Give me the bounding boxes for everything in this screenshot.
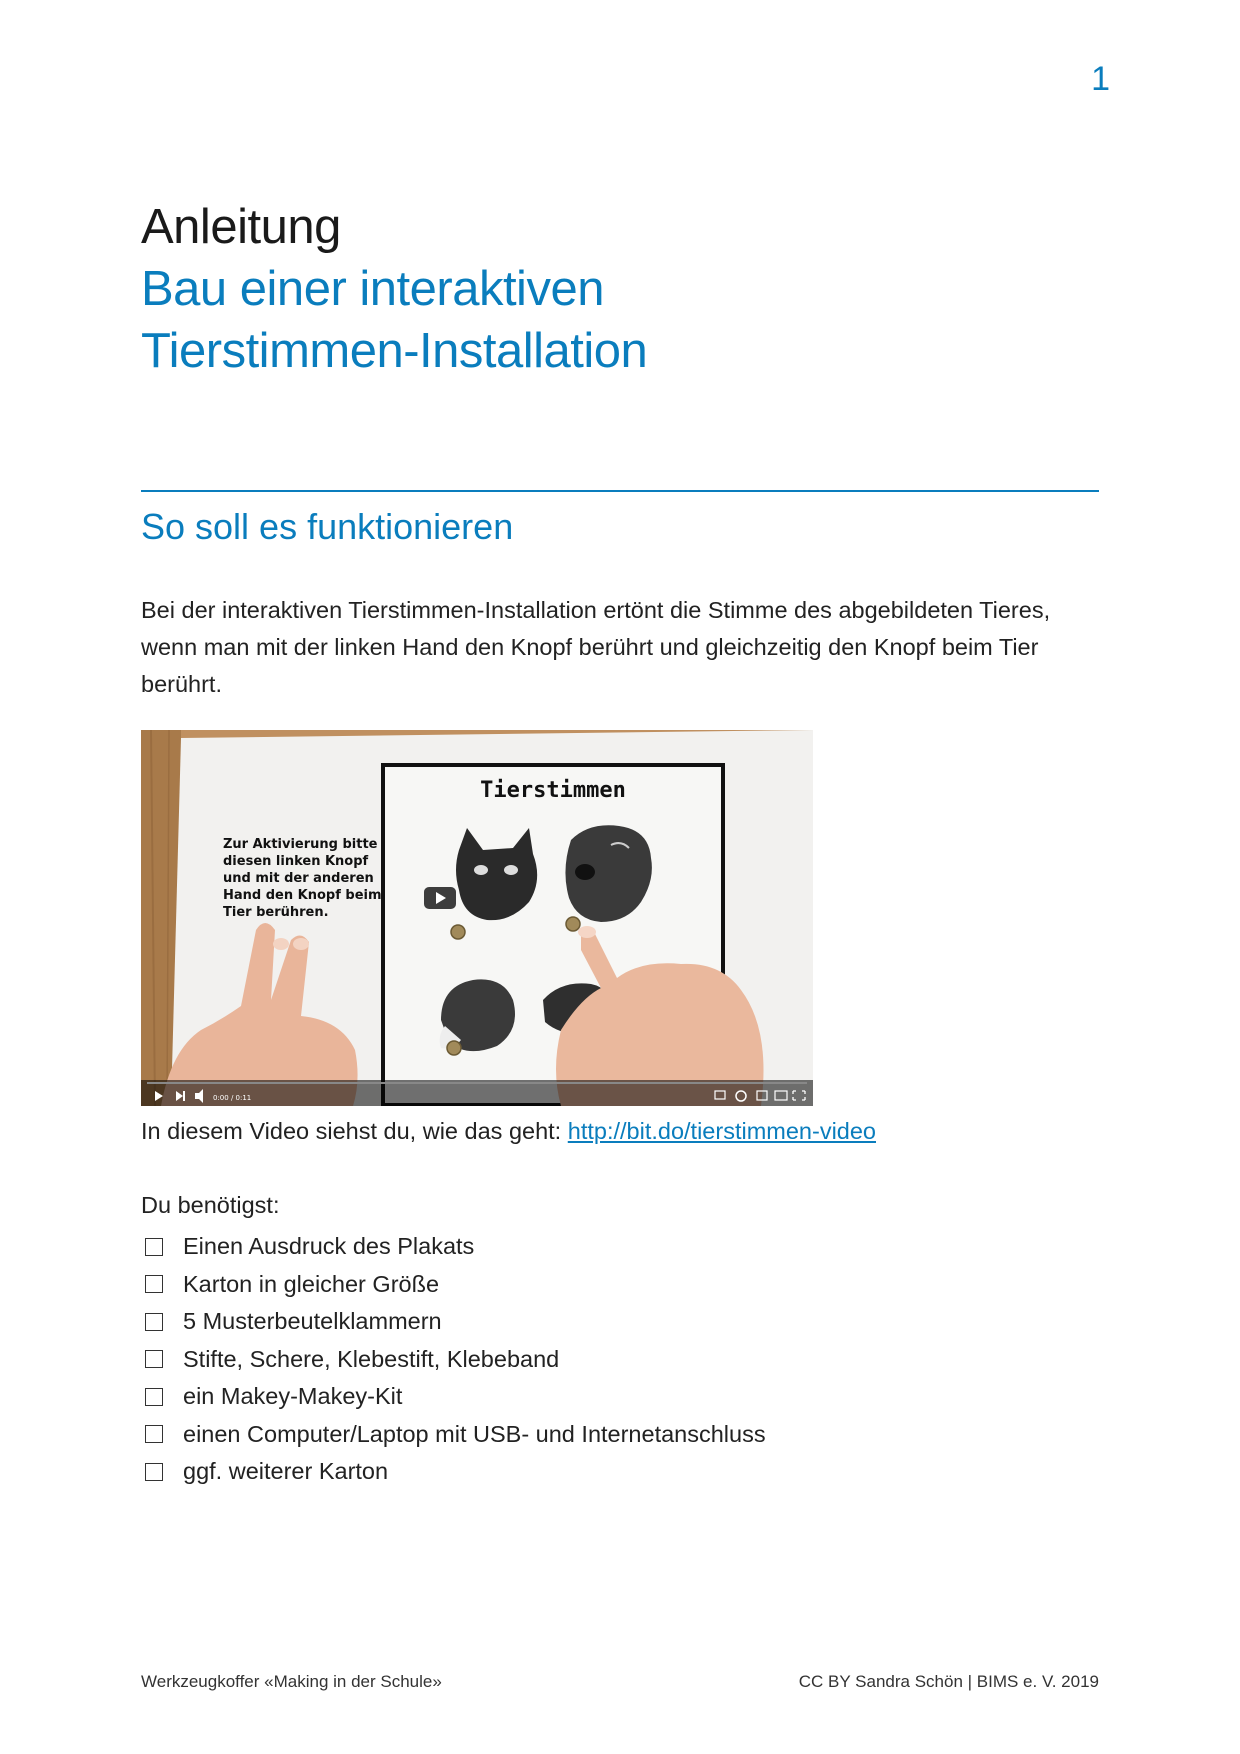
footer-right: CC BY Sandra Schön | BIMS e. V. 2019 xyxy=(798,1672,1099,1691)
video-link[interactable]: http://bit.do/tierstimmen-video xyxy=(567,1118,876,1144)
svg-text:diesen linken Knopf: diesen linken Knopf xyxy=(223,854,369,869)
title-block xyxy=(141,196,647,382)
caption-text: In diesem Video siehst du, wie das geht: xyxy=(141,1118,568,1144)
checkbox[interactable] xyxy=(145,1425,163,1443)
checklist-item: Einen Ausdruck des Plakats xyxy=(145,1228,766,1266)
page-title: Anleitung xyxy=(141,200,341,254)
section-divider xyxy=(141,490,1099,492)
checkbox[interactable] xyxy=(145,1463,163,1481)
section-title: So soll es funktionieren xyxy=(141,506,514,547)
play-button[interactable] xyxy=(424,887,456,909)
svg-text:Zur Aktivierung bitte: Zur Aktivierung bitte xyxy=(223,837,378,852)
checkbox[interactable] xyxy=(145,1388,163,1406)
checklist-item: ein Makey-Makey-Kit xyxy=(145,1378,766,1416)
checkbox[interactable] xyxy=(145,1238,163,1256)
video-player[interactable] xyxy=(141,730,813,1106)
video-caption xyxy=(141,1118,876,1145)
footer-left: Werkzeugkoffer «Making in der Schule» xyxy=(141,1672,442,1691)
checklist-item: einen Computer/Laptop mit USB- und Internetanschluss xyxy=(145,1416,766,1454)
intro-paragraph: Bei der interaktiven Tierstimmen-Installation ertönt die Stimme des abgebildeten Tieres, wenn man mit der linken Hand den Knopf berührt und gleichzeitig den Knopf beim Tier berührt. xyxy=(141,597,1051,697)
materials-checklist xyxy=(145,1228,766,1491)
checklist-item: ggf. weiterer Karton xyxy=(145,1453,766,1491)
svg-text:Hand den Knopf beim: Hand den Knopf beim xyxy=(223,888,382,903)
poster-title: Tierstimmen xyxy=(480,778,626,803)
checklist-item: Stifte, Schere, Klebestift, Klebeband xyxy=(145,1341,766,1379)
checkbox[interactable] xyxy=(145,1350,163,1368)
checkbox[interactable] xyxy=(145,1313,163,1331)
page-subtitle-line1: Bau einer interaktiven xyxy=(141,262,604,316)
video-frame[interactable] xyxy=(141,730,813,1106)
svg-text:und mit der anderen: und mit der anderen xyxy=(223,871,374,886)
checkbox[interactable] xyxy=(145,1275,163,1293)
checklist-item: Karton in gleicher Größe xyxy=(145,1266,766,1304)
page-number: 1 xyxy=(1091,60,1110,98)
needs-heading: Du benötigst: xyxy=(141,1192,280,1218)
checklist-item: 5 Musterbeutelklammern xyxy=(145,1303,766,1341)
video-time: 0:00 / 0:11 xyxy=(213,1094,252,1102)
svg-text:Tier berühren.: Tier berühren. xyxy=(223,905,329,920)
page-subtitle-line2: Tierstimmen-Installation xyxy=(141,324,648,378)
